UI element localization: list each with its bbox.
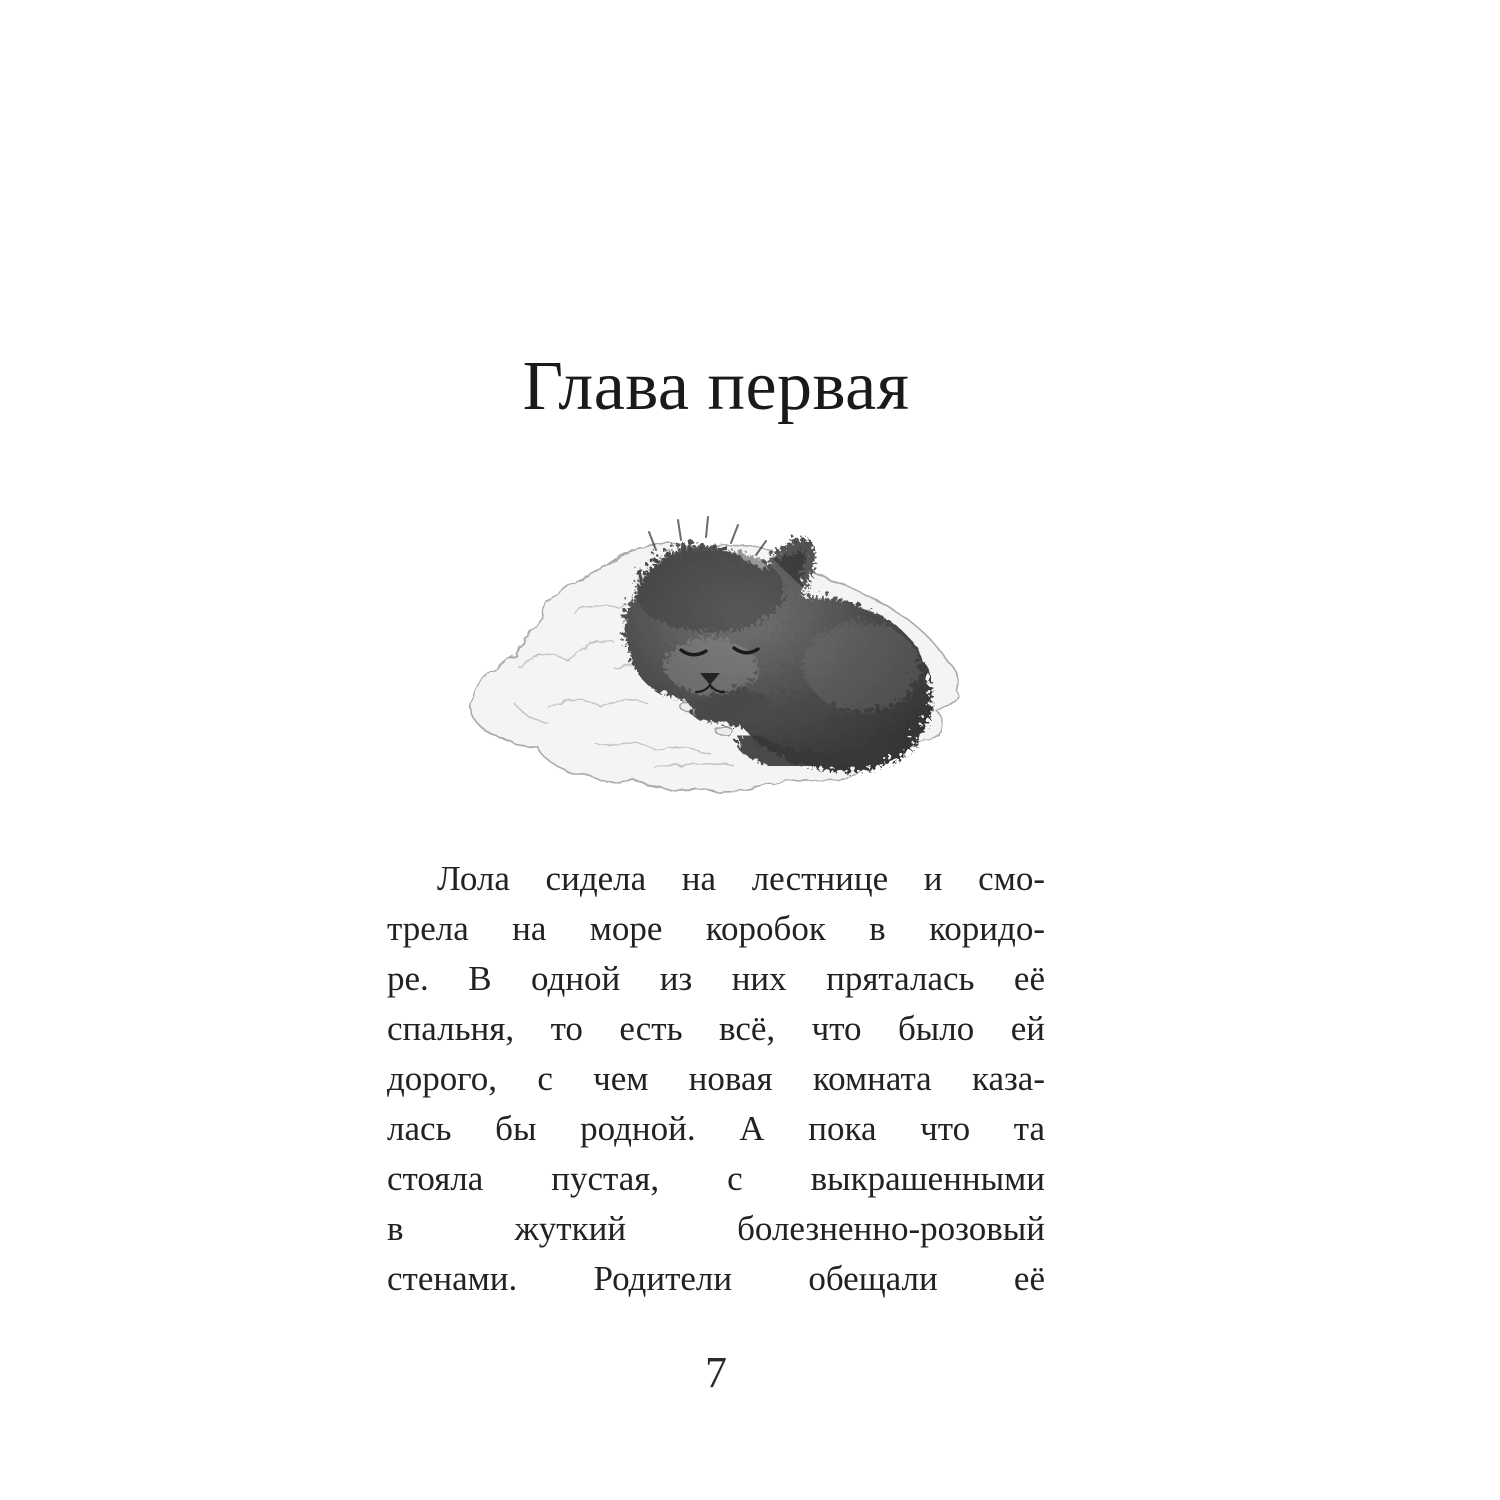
paragraph-line: трела на море коробок в коридо- bbox=[387, 909, 1045, 948]
paragraph-line: дорого, с чем новая комната каза- bbox=[387, 1059, 1045, 1098]
paragraph-line: в жуткий болезненно-розовый bbox=[387, 1209, 1045, 1248]
body-paragraph bbox=[387, 854, 1045, 1304]
paragraph-line: Лола сидела на лестнице и смо- bbox=[437, 859, 1045, 898]
chapter-title: Глава первая bbox=[522, 347, 910, 425]
paragraph-line: лась бы родной. А пока что та bbox=[387, 1109, 1045, 1148]
paragraph-line: ре. В одной из них пряталась её bbox=[387, 959, 1045, 998]
sleeping-kitten-illustration bbox=[456, 495, 976, 817]
page-number: 7 bbox=[705, 1348, 727, 1397]
paragraph-line: спальня, то есть всё, что было ей bbox=[387, 1009, 1045, 1048]
paragraph-line: стенами. Родители обещали её bbox=[387, 1259, 1045, 1298]
paragraph-line: стояла пустая, с выкрашенными bbox=[387, 1159, 1045, 1198]
content-column bbox=[387, 0, 1045, 1500]
sleeping-kitten-drawing bbox=[456, 495, 976, 817]
